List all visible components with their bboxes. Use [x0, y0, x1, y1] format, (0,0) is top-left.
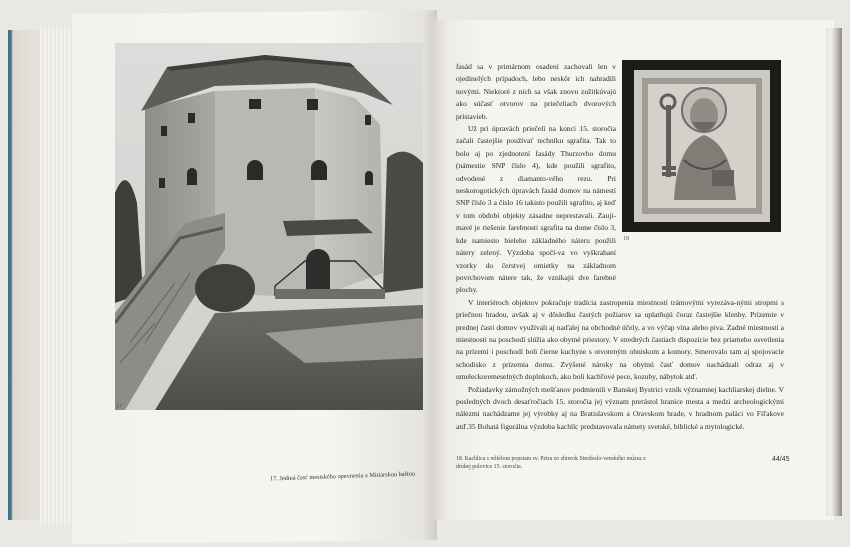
- paragraph: Už pri úpravách priečelí na konci 15. storočia začali častejšie používať techniku sgrafita. Tak to bolo aj po zjednotení fasády Thurzovho domu (námestie SNP číslo 4), kde použili sgrafito, odvodené z diamanto-vého rezu. Pri neskorogotických úpravách fasád domov na námestí SNP číslo 3 a číslo 16 takisto použili sgrafito, aj keď v tom období objekty zásadne neprestavali. Zaují-mavé je riešenie farebnosti sgrafita na dome číslo 3, kde namiesto bieleho základného náteru použili nátery zelený. Výzdoba spočí-va vo vyškrabaní vzorky do čerstvej omietky na základnom povrchovom nátere tak, že vznikajú dve farebné plochy.: [456, 124, 616, 295]
- book-cover-right: [826, 28, 842, 516]
- photo-number: 17: [116, 404, 122, 410]
- relief-caption: 18. Kachlica s reliéfom popsiam sv. Petra zo zbierok Stredoslo-venského múzea z druhej polovice 15. storočia.: [456, 456, 646, 470]
- tower-photograph: [115, 43, 423, 410]
- tower-photo-drawing: [115, 43, 423, 410]
- photo-caption: 17. Jediná časť mestského opevnenia a Mitiarskou baštou: [269, 470, 416, 483]
- paragraph: V interiéroch objektov pokračuje tradícia zastropenia miestností trámovými vyrezáva-nými stropmi s priečnou hradou, avšak aj v dôsledku častých požiarov sa uplatňujú čoraz častejšie klenby. Prízemie v prednej časti domov využívali aj naďalej na obchodné účely, a vo výčap vína alebo piva. Zadné miestnosti a miestnosti na poschodí slúžia ako obytné priestory. V stredných častiach dispozície bez priameho osvetlenia na prízemí i poschodí boli čierne kuchyne s otvoreným ohniskom a komory. Smerovalo tam aj spojovacie schodisko z prízemia domu. Zvýšené nároky na obytnú časť domov nachádzali odraz aj v umeleckoremeselných doplnkoch, ako boli kachľové pece, kozuby, nábytok atď.: [456, 297, 784, 382]
- paragraph: Požiadavky zámožných mešťanov podmienili v Banskej Bystrici vznik významnej kachliarskej dielne. V posledných dvoch desaťročiach 15. storočia jej význam prerástol hranice mesta a medzi archeologickými nálezmi nachádzame jej výrobky aj na Bratislavskom a Oravskom hrade, v hradnom paláci vo Fiľakove atď.35 Bohatá figurálna výzdoba kachlíc predstavovala námety svetské, biblické a mytologické.: [456, 384, 784, 431]
- relief-number: 18: [623, 236, 629, 242]
- page-numbers: 44/45: [772, 456, 790, 463]
- paragraph: fasád sa v primárnom osadení zachovali len v ojedinelých prípadoch, lebo neskôr ich nahradili novými. Niektoré z nich sa však znovu zužitkúvajú ako súčasť otvorov na priečeliach dvorových prístavieb.: [456, 62, 616, 121]
- body-text: [456, 61, 784, 433]
